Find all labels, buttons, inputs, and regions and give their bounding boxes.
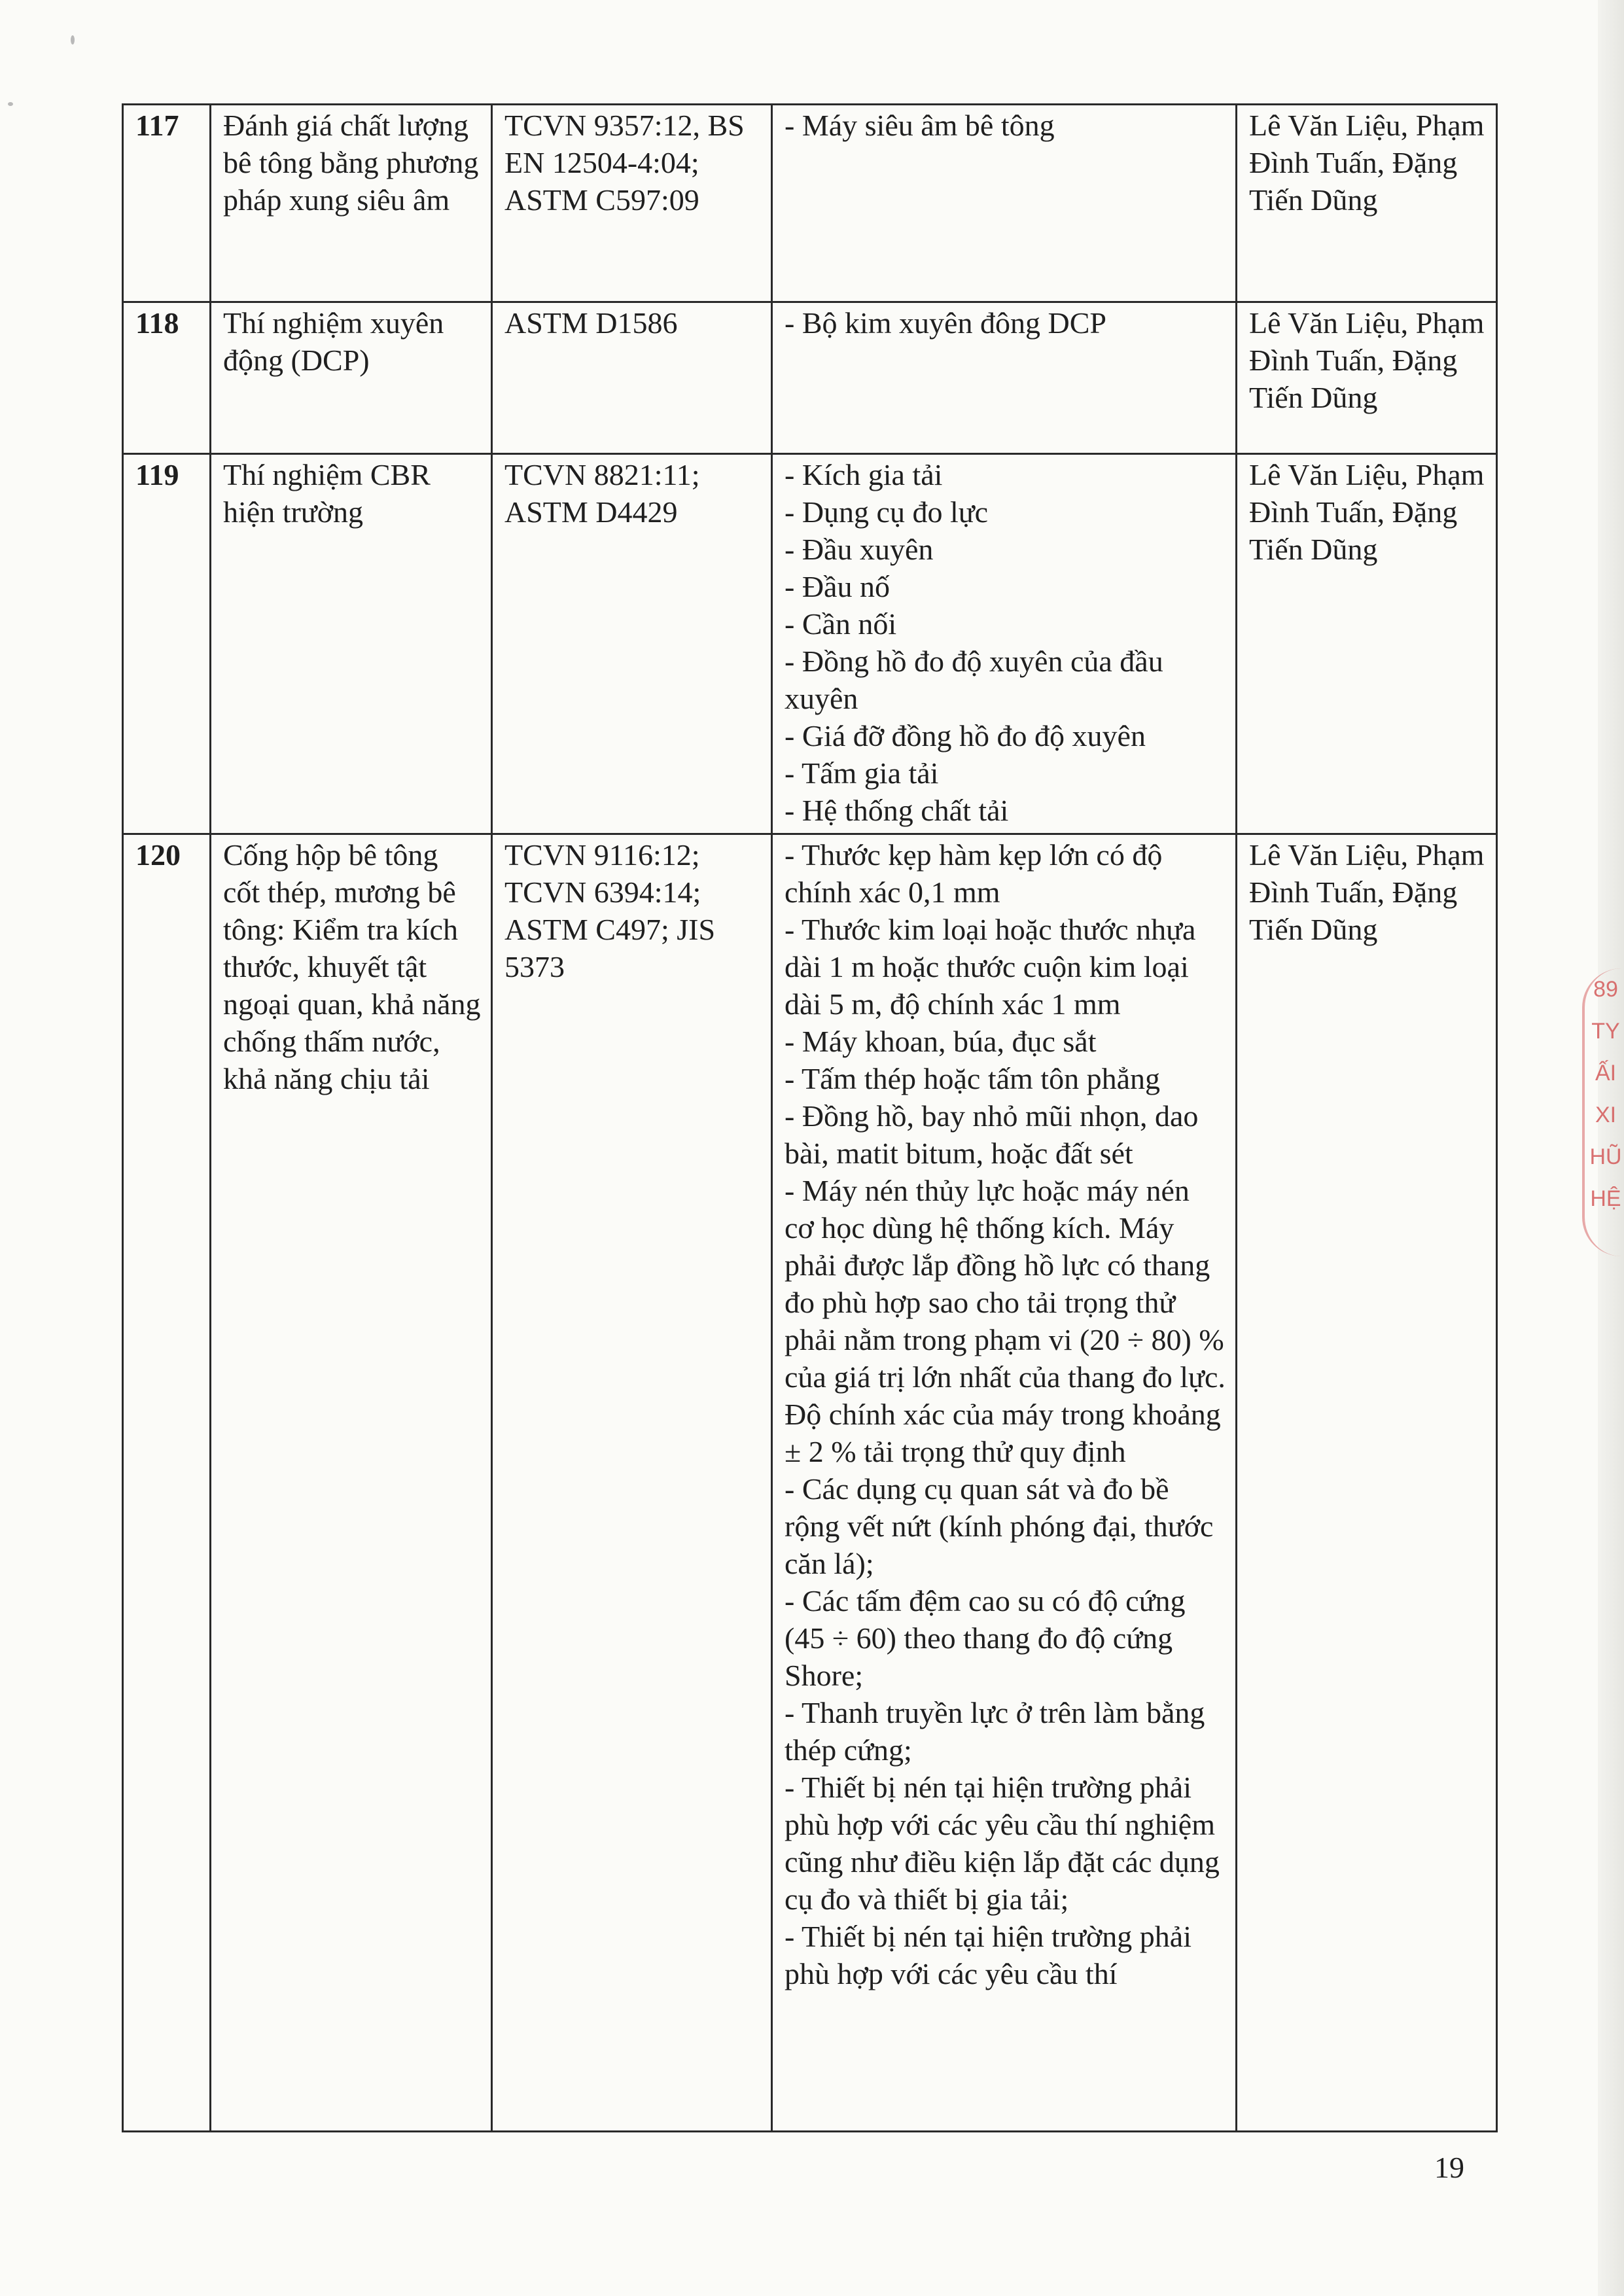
equipment-item: - Thiết bị nén tại hiện trường phải phù hợp với các yêu cầu thí [785,1920,1192,1990]
table-row [123,454,1497,834]
equipment-item: - Dụng cụ đo lực [785,495,989,529]
table-row [123,105,1497,302]
stamp-text: XI [1595,1103,1617,1127]
standard-cell: TCVN 8821:11; ASTM D4429 [492,454,772,834]
equipment-item: - Máy nén thủy lực hoặc máy nén cơ học dùng hệ thống kích. Máy phải được lắp đồng hồ lực có thang đo phù hợp sao cho tải trọng thử phải nằm trong phạm vi (20 ÷ 80) % của giá trị lớn nhất của thang đo lực. Độ chính xác của máy trong khoảng ± 2 % tải trọng thử quy định [785,1174,1226,1468]
stamp-text: 89 [1593,977,1618,1002]
equipment-item: - Cần nối [785,607,897,641]
row-number-cell: 120 [123,834,211,2132]
equipment-item: - Thước kẹp hàm kẹp lớn có độ chính xác 0,1 mm [785,838,1163,909]
table-row [123,302,1497,454]
row-number-cell: 117 [123,105,211,302]
page-number: 19 [1434,2151,1464,2184]
stamp-text: HŨ [1589,1144,1622,1169]
equipment-item: - Đồng hồ đo độ xuyên của đầu xuyên [785,645,1163,715]
stamp-text: ẤI [1595,1061,1617,1086]
test-name-cell: Thí nghiệm xuyên động (DCP) [211,302,492,454]
row-number-cell: 118 [123,302,211,454]
equipment-item: - Thanh truyền lực ở trên làm bằng thép cứng; [785,1696,1205,1767]
equipment-cell [772,105,1237,302]
standard-cell: TCVN 9357:12, BS EN 12504-4:04; ASTM C597:09 [492,105,772,302]
equipment-cell [772,834,1237,2132]
standard-cell: ASTM D1586 [492,302,772,454]
equipment-item: - Các tấm đệm cao su có độ cứng (45 ÷ 60) theo thang đo độ cứng Shore; [785,1584,1186,1692]
red-stamp-fragment [1582,968,1624,1256]
standard-cell: TCVN 9116:12; TCVN 6394:14; ASTM C497; JIS 5373 [492,834,772,2132]
test-name-cell: Thí nghiệm CBR hiện trường [211,454,492,834]
equipment-item: - Thước kim loại hoặc thước nhựa dài 1 m hoặc thước cuộn kim loại dài 5 m, độ chính xác 1 mm [785,913,1196,1021]
equipment-item: - Đầu nố [785,570,890,603]
equipment-item: - Kích gia tải [785,458,943,491]
equipment-item: - Máy siêu âm bê tông [785,109,1055,142]
equipment-cell [772,454,1237,834]
staff-cell: Lê Văn Liệu, Phạm Đình Tuấn, Đặng Tiến Dũng [1237,302,1497,454]
equipment-item: - Các dụng cụ quan sát và đo bề rộng vết nứt (kính phóng đại, thước căn lá); [785,1472,1214,1580]
equipment-table [122,103,1498,2132]
equipment-item: - Thiết bị nén tại hiện trường phải phù hợp với các yêu cầu thí nghiệm cũng như điều kiện lắp đặt các dụng cụ đo và thiết bị gia tải; [785,1771,1220,1916]
equipment-item: - Giá đỡ đồng hồ đo độ xuyên [785,719,1146,752]
equipment-item: - Đầu xuyên [785,533,934,566]
equipment-cell [772,302,1237,454]
equipment-item: - Đồng hồ, bay nhỏ mũi nhọn, dao bài, matit bitum, hoặc đất sét [785,1099,1199,1170]
scan-speck [8,102,13,106]
table-row [123,834,1497,2132]
equipment-item: - Hệ thống chất tải [785,794,1009,827]
equipment-item: - Tấm gia tải [785,756,939,790]
staff-cell: Lê Văn Liệu, Phạm Đình Tuấn, Đặng Tiến Dũng [1237,454,1497,834]
equipment-item: - Tấm thép hoặc tấm tôn phẳng [785,1062,1160,1095]
equipment-item: - Máy khoan, búa, đục sắt [785,1025,1097,1058]
test-name-cell: Đánh giá chất lượng bê tông bằng phương pháp xung siêu âm [211,105,492,302]
equipment-item: - Bộ kim xuyên đông DCP [785,306,1106,340]
stamp-text: HỆ [1590,1186,1621,1211]
staff-cell: Lê Văn Liệu, Phạm Đình Tuấn, Đặng Tiến Dũng [1237,105,1497,302]
stamp-text: TY [1591,1019,1620,1044]
scan-speck [71,35,75,44]
row-number-cell: 119 [123,454,211,834]
test-name-cell: Cống hộp bê tông cốt thép, mương bê tông: Kiểm tra kích thước, khuyết tật ngoại quan, khả năng chống thấm nước, khả năng chịu tải [211,834,492,2132]
staff-cell: Lê Văn Liệu, Phạm Đình Tuấn, Đặng Tiến Dũng [1237,834,1497,2132]
